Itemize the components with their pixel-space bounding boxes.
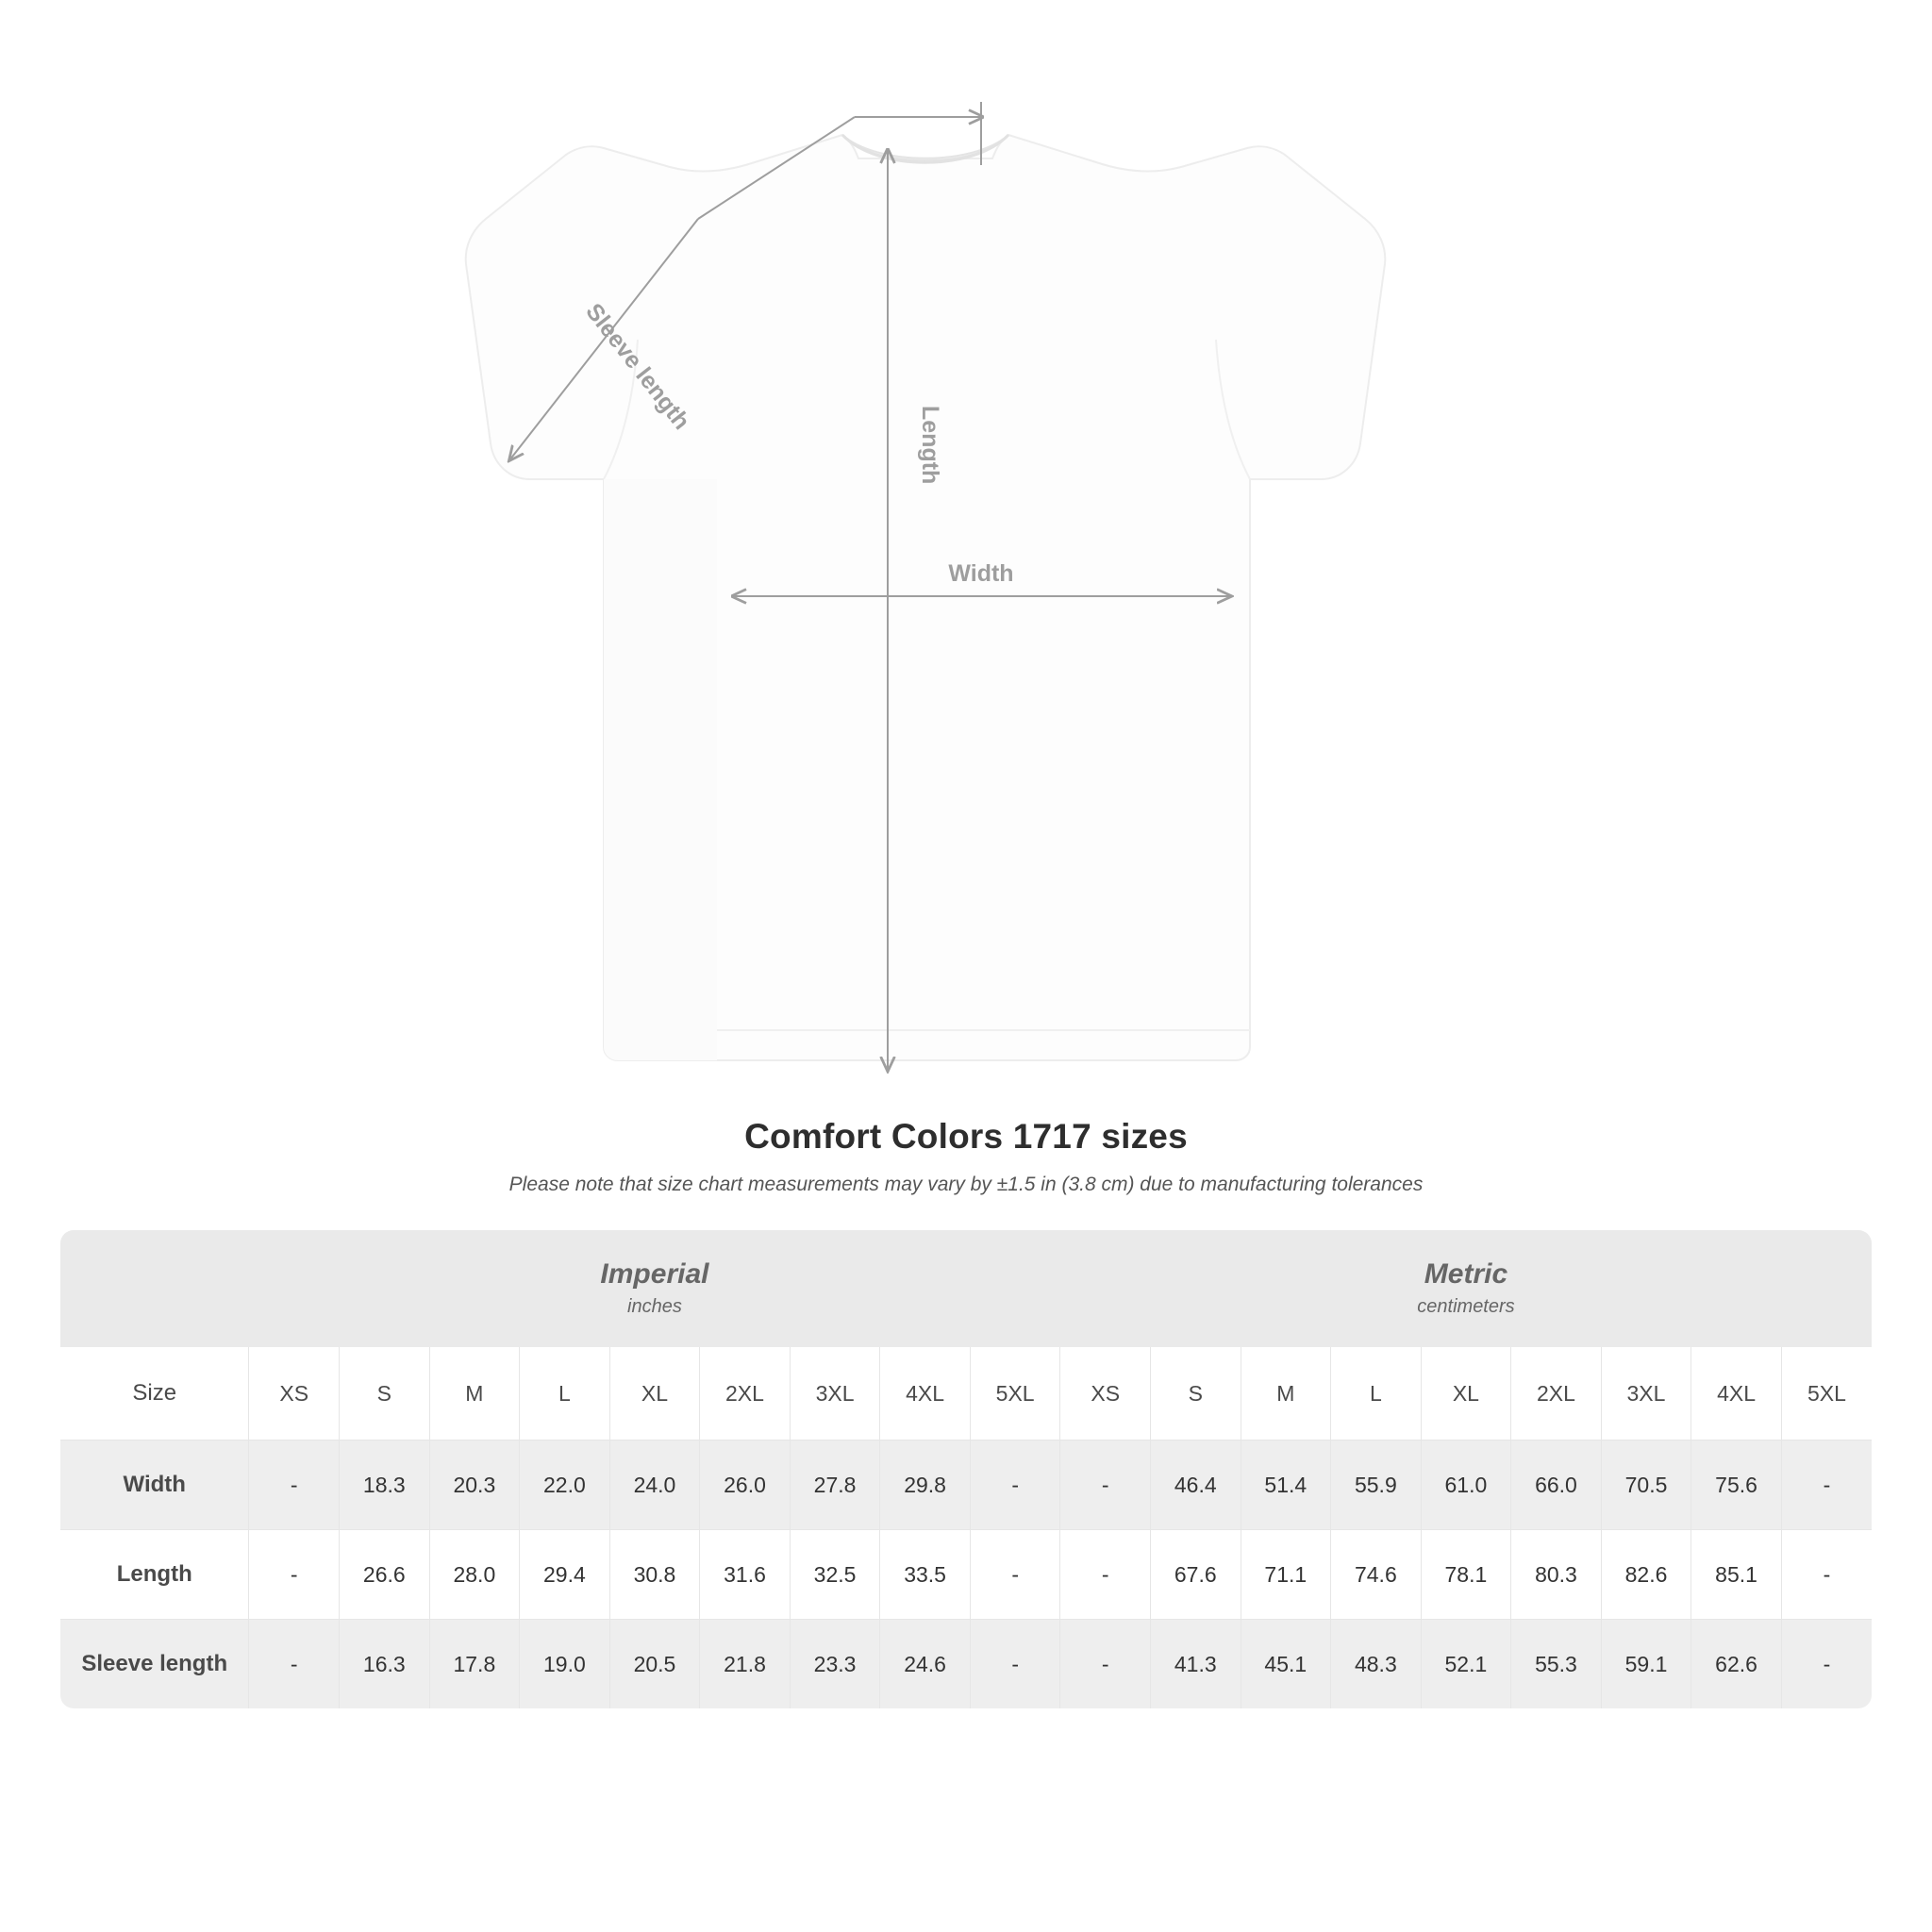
cell-sleeve-metric-2xl: 55.3: [1511, 1620, 1602, 1709]
cell-width-imperial-3xl: 27.8: [790, 1441, 880, 1530]
cell-length-metric-l: 74.6: [1331, 1530, 1422, 1620]
cell-width-metric-4xl: 75.6: [1691, 1441, 1782, 1530]
cell-length-imperial-3xl: 32.5: [790, 1530, 880, 1620]
unit-sub-metric: centimeters: [1417, 1295, 1515, 1317]
table-row: [60, 1620, 1872, 1709]
header-metric-m: M: [1241, 1347, 1331, 1441]
cell-sleeve-metric-m: 45.1: [1241, 1620, 1331, 1709]
header-metric-s: S: [1150, 1347, 1241, 1441]
row-label-width: Width: [60, 1441, 249, 1530]
cell-width-imperial-2xl: 26.0: [700, 1441, 791, 1530]
header-imperial-xs: XS: [249, 1347, 340, 1441]
header-metric-3xl: 3XL: [1601, 1347, 1691, 1441]
size-header-row: [60, 1347, 1872, 1441]
cell-sleeve-imperial-xs: -: [249, 1620, 340, 1709]
cell-sleeve-metric-l: 48.3: [1331, 1620, 1422, 1709]
cell-length-imperial-xl: 30.8: [609, 1530, 700, 1620]
cell-width-metric-xl: 61.0: [1421, 1441, 1511, 1530]
cell-sleeve-metric-xs: -: [1060, 1620, 1151, 1709]
cell-sleeve-imperial-xl: 20.5: [609, 1620, 700, 1709]
cell-sleeve-metric-3xl: 59.1: [1601, 1620, 1691, 1709]
cell-width-imperial-xl: 24.0: [609, 1441, 700, 1530]
header-metric-4xl: 4XL: [1691, 1347, 1782, 1441]
cell-width-metric-m: 51.4: [1241, 1441, 1331, 1530]
cell-width-metric-2xl: 66.0: [1511, 1441, 1602, 1530]
cell-sleeve-metric-s: 41.3: [1150, 1620, 1241, 1709]
cell-width-metric-xs: -: [1060, 1441, 1151, 1530]
cell-length-imperial-m: 28.0: [429, 1530, 520, 1620]
cell-sleeve-metric-xl: 52.1: [1421, 1620, 1511, 1709]
cell-length-metric-xs: -: [1060, 1530, 1151, 1620]
header-imperial-s: S: [340, 1347, 430, 1441]
cell-width-metric-3xl: 70.5: [1601, 1441, 1691, 1530]
cell-sleeve-imperial-5xl: -: [970, 1620, 1060, 1709]
header-metric-l: L: [1331, 1347, 1422, 1441]
tolerance-note: Please note that size chart measurements may vary by ±1.5 in (3.8 cm) due to manufacturing tolerances: [508, 1174, 1424, 1195]
size-table-wrapper: [60, 1230, 1872, 1708]
cell-sleeve-imperial-3xl: 23.3: [790, 1620, 880, 1709]
cell-length-metric-2xl: 80.3: [1511, 1530, 1602, 1620]
unit-sub-imperial: inches: [627, 1295, 682, 1317]
cell-sleeve-imperial-m: 17.8: [429, 1620, 520, 1709]
cell-width-imperial-5xl: -: [970, 1441, 1060, 1530]
cell-length-metric-4xl: 85.1: [1691, 1530, 1782, 1620]
width-label: Width: [948, 560, 1014, 587]
row-label-length: Length: [60, 1530, 249, 1620]
title-block: [0, 1117, 1932, 1196]
cell-width-imperial-m: 20.3: [429, 1441, 520, 1530]
cell-width-metric-l: 55.9: [1331, 1441, 1422, 1530]
cell-length-metric-m: 71.1: [1241, 1530, 1331, 1620]
unit-header-row: [60, 1230, 1872, 1347]
header-metric-xs: XS: [1060, 1347, 1151, 1441]
header-imperial-m: M: [429, 1347, 520, 1441]
cell-sleeve-imperial-4xl: 24.6: [880, 1620, 971, 1709]
cell-length-imperial-5xl: -: [970, 1530, 1060, 1620]
unit-header-metric: [1060, 1230, 1872, 1347]
size-chart-table: [60, 1230, 1872, 1708]
header-imperial-3xl: 3XL: [790, 1347, 880, 1441]
cell-length-imperial-s: 26.6: [340, 1530, 430, 1620]
length-label: Length: [917, 406, 943, 485]
cell-width-imperial-s: 18.3: [340, 1441, 430, 1530]
row-label-sleeve-length: Sleeve length: [60, 1620, 249, 1709]
cell-length-imperial-2xl: 31.6: [700, 1530, 791, 1620]
header-imperial-l: L: [520, 1347, 610, 1441]
header-size-label: Size: [60, 1347, 249, 1441]
cell-length-imperial-4xl: 33.5: [880, 1530, 971, 1620]
cell-length-metric-3xl: 82.6: [1601, 1530, 1691, 1620]
cell-sleeve-imperial-2xl: 21.8: [700, 1620, 791, 1709]
header-imperial-5xl: 5XL: [970, 1347, 1060, 1441]
cell-length-imperial-xs: -: [249, 1530, 340, 1620]
cell-width-imperial-l: 22.0: [520, 1441, 610, 1530]
cell-length-imperial-l: 29.4: [520, 1530, 610, 1620]
header-metric-2xl: 2XL: [1511, 1347, 1602, 1441]
unit-header-spacer: [60, 1230, 249, 1347]
cell-sleeve-metric-5xl: -: [1781, 1620, 1872, 1709]
header-imperial-2xl: 2XL: [700, 1347, 791, 1441]
header-imperial-4xl: 4XL: [880, 1347, 971, 1441]
cell-sleeve-metric-4xl: 62.6: [1691, 1620, 1782, 1709]
cell-width-imperial-4xl: 29.8: [880, 1441, 971, 1530]
header-metric-xl: XL: [1421, 1347, 1511, 1441]
unit-header-imperial: [249, 1230, 1060, 1347]
unit-name-imperial: Imperial: [600, 1258, 709, 1291]
tshirt-shape: [466, 135, 1386, 1060]
header-metric-5xl: 5XL: [1781, 1347, 1872, 1441]
table-row: [60, 1530, 1872, 1620]
page-title: Comfort Colors 1717 sizes: [744, 1117, 1188, 1156]
cell-width-metric-s: 46.4: [1150, 1441, 1241, 1530]
cell-length-metric-xl: 78.1: [1421, 1530, 1511, 1620]
unit-name-metric: Metric: [1424, 1258, 1508, 1291]
cell-length-metric-s: 67.6: [1150, 1530, 1241, 1620]
cell-sleeve-imperial-s: 16.3: [340, 1620, 430, 1709]
cell-length-metric-5xl: -: [1781, 1530, 1872, 1620]
table-row: [60, 1441, 1872, 1530]
cell-width-metric-5xl: -: [1781, 1441, 1872, 1530]
header-imperial-xl: XL: [609, 1347, 700, 1441]
cell-sleeve-imperial-l: 19.0: [520, 1620, 610, 1709]
sleeve-length-label: Sleeve length: [580, 298, 695, 435]
cell-width-imperial-xs: -: [249, 1441, 340, 1530]
